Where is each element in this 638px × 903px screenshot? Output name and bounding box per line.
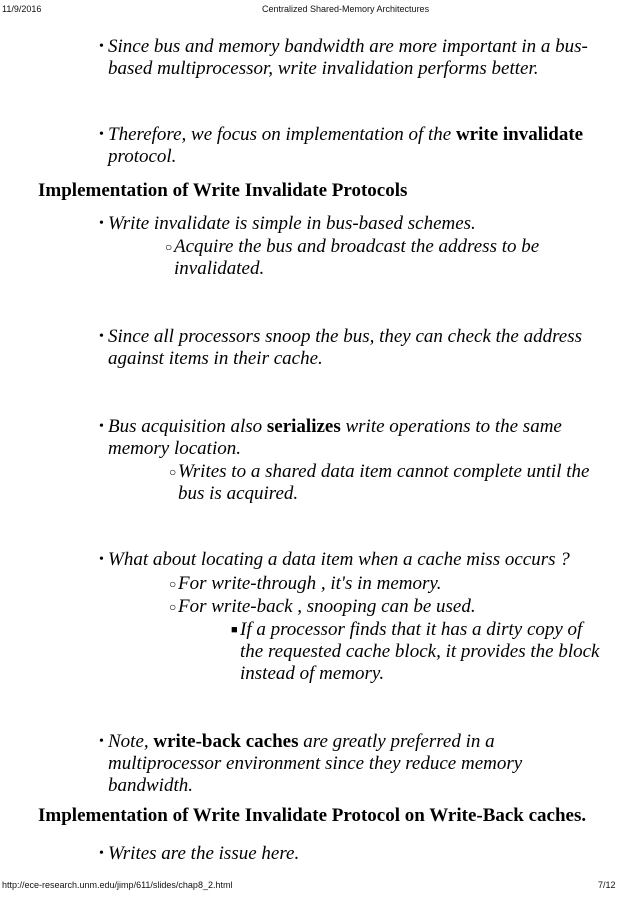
bullet-disc: • xyxy=(99,734,104,749)
bullet-circle: ○ xyxy=(169,600,177,614)
bullet-text: For write-through , it's in memory. xyxy=(178,573,442,594)
bullet-text-pre: Therefore, we focus on implementation of the xyxy=(108,124,456,145)
bullet-text-pre: Bus acquisition also xyxy=(108,416,267,437)
bullet-circle: ○ xyxy=(165,240,173,254)
bullet-text-bold: serializes xyxy=(266,416,341,437)
bullet-note xyxy=(99,731,528,797)
page-header-title: Centralized Shared-Memory Architectures xyxy=(262,4,430,14)
footer-url: http://ece-research.unm.edu/jimp/611/slides/chap8_2.html xyxy=(2,880,233,890)
bullet-text-post: protocol. xyxy=(108,146,177,167)
bullet-text-post: write operations to the same memory location. xyxy=(108,416,562,459)
bullet-disc: • xyxy=(99,39,104,54)
bullet-disc: • xyxy=(99,846,104,861)
section-heading-2: Implementation of Write Invalidate Protocol on Write-Back caches. xyxy=(38,805,587,826)
bullet-bandwidth xyxy=(99,36,608,80)
bullet-disc: • xyxy=(99,127,104,142)
bullet-serializes xyxy=(99,416,608,460)
bullet-simple xyxy=(99,213,608,235)
print-date: 11/9/2016 xyxy=(2,4,42,14)
bullet-square: ■ xyxy=(231,624,238,636)
bullet-circle: ○ xyxy=(169,577,177,591)
subbullet-writes xyxy=(169,461,608,505)
subbullet-acquire xyxy=(165,236,574,280)
bullet-circle: ○ xyxy=(169,465,177,479)
bullet-issue xyxy=(99,843,608,865)
bullet-text: Acquire the bus and broadcast the address to be invalidated. xyxy=(174,236,540,279)
section-heading-1: Implementation of Write Invalidate Protocols xyxy=(38,180,408,201)
subsubbullet-dirty-copy xyxy=(231,619,600,685)
bullet-disc: • xyxy=(99,216,104,231)
subbullet-write-through xyxy=(169,573,608,595)
bullet-text-bold: write invalidate xyxy=(455,124,584,145)
bullet-text: Write invalidate is simple in bus-based schemes. xyxy=(108,213,476,234)
bullet-text: If a processor finds that it has a dirty copy of the requested cache block, it provides the block instead of memory. xyxy=(240,619,600,684)
bullet-text: Since all processors snoop the bus, they can check the address against items in their cache. xyxy=(108,326,583,369)
bullet-text-post: are greatly preferred in a multiprocessor environment since they reduce memory bandwidth. xyxy=(108,731,523,796)
subbullet-write-back xyxy=(169,596,608,618)
bullet-disc: • xyxy=(99,329,104,344)
bullet-text: For write-back , snooping can be used. xyxy=(178,596,476,617)
page-number: 7/12 xyxy=(598,880,616,890)
bullet-therefore xyxy=(99,124,608,168)
bullet-disc: • xyxy=(99,552,104,567)
bullet-text: Writes are the issue here. xyxy=(108,843,300,864)
bullet-text-bold: write-back caches xyxy=(153,731,299,752)
bullet-text-pre: Note, xyxy=(108,731,154,752)
bullet-text: Since bus and memory bandwidth are more important in a bus-based multiprocessor, write invalidation performs better. xyxy=(108,36,588,79)
bullet-text: What about locating a data item when a cache miss occurs ? xyxy=(108,549,570,570)
bullet-text: Writes to a shared data item cannot complete until the bus is acquired. xyxy=(178,461,590,504)
bullet-disc: • xyxy=(99,419,104,434)
bullet-locating xyxy=(99,549,608,571)
bullet-snoop xyxy=(99,326,608,370)
